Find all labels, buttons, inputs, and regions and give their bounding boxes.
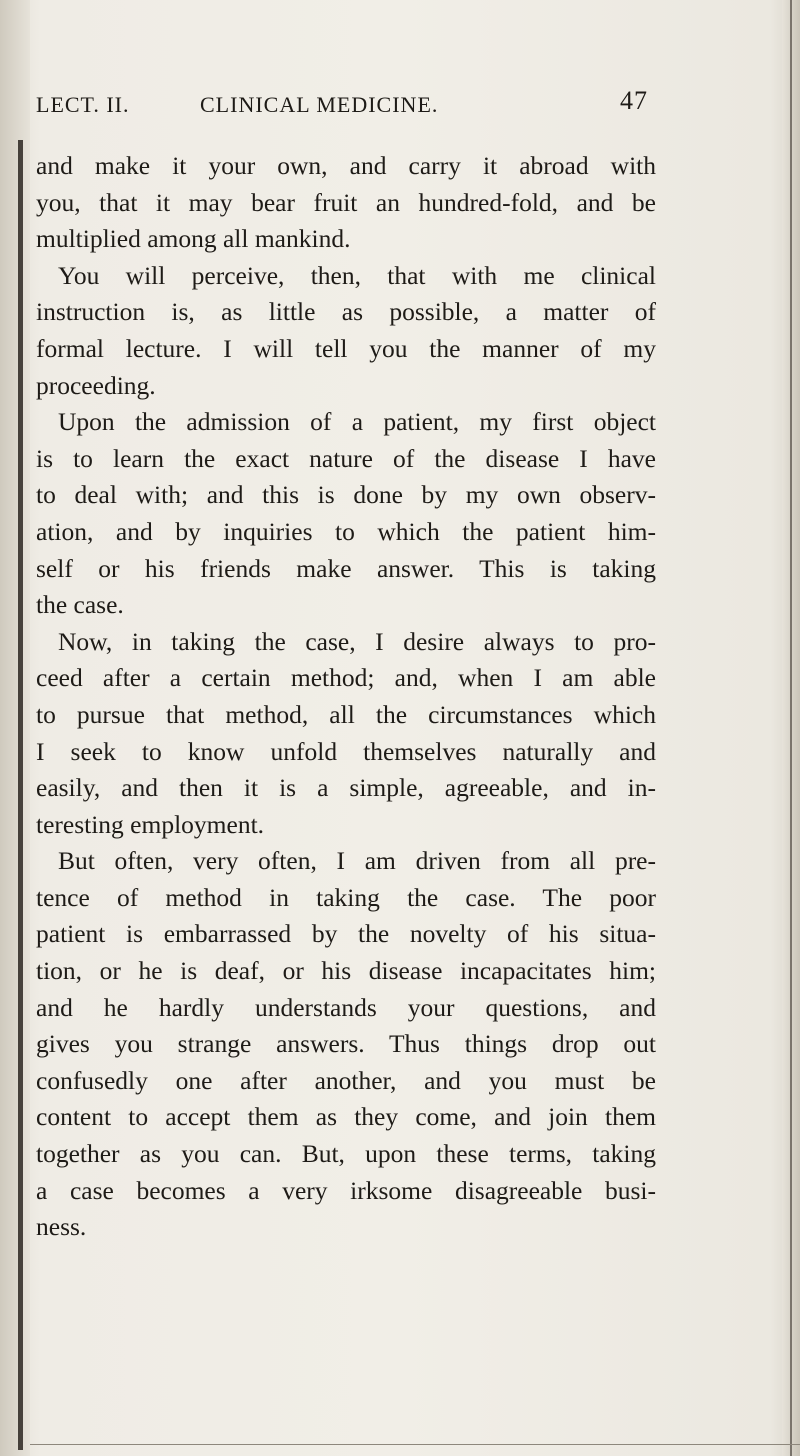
text-line: But often, very often, I am driven from all pre- bbox=[58, 846, 656, 876]
text-line: to deal with; and this is done by my own observ- bbox=[36, 480, 656, 510]
text-line: proceeding. bbox=[36, 370, 156, 400]
text-line: together as you can. But, upon these terms, taking bbox=[36, 1139, 656, 1169]
text-line: tion, or he is deaf, or his disease incapacitates him; bbox=[36, 956, 656, 986]
text-line: I seek to know unfold themselves naturally and bbox=[36, 736, 656, 766]
paragraph bbox=[36, 624, 656, 844]
text-line: gives you strange answers. Thus things drop out bbox=[36, 1029, 656, 1059]
text-line: content to accept them as they come, and join them bbox=[36, 1102, 656, 1132]
text-line: you, that it may bear fruit an hundred-fold, and be bbox=[36, 187, 656, 217]
text-line: Now, in taking the case, I desire always to pro- bbox=[58, 626, 656, 656]
text-line: formal lecture. I will tell you the manner of my bbox=[36, 333, 656, 363]
binding-edge bbox=[18, 140, 23, 1450]
text-line: and he hardly understands your questions, and bbox=[36, 992, 656, 1022]
paragraph bbox=[36, 148, 656, 258]
body-text bbox=[36, 148, 656, 1246]
text-line: easily, and then it is a simple, agreeable, and in- bbox=[36, 773, 656, 803]
text-line: self or his friends make answer. This is taking bbox=[36, 553, 656, 583]
left-gutter bbox=[0, 0, 30, 1456]
text-line: ation, and by inquiries to which the patient him- bbox=[36, 516, 656, 546]
paragraph bbox=[36, 843, 656, 1246]
section-label: LECT. II. bbox=[36, 92, 130, 117]
text-line: ness. bbox=[36, 1212, 87, 1242]
text-line: You will perceive, then, that with me clinical bbox=[58, 260, 656, 290]
text-line: instruction is, as little as possible, a matter of bbox=[36, 297, 656, 327]
running-header bbox=[36, 86, 656, 132]
text-line: tence of method in taking the case. The poor bbox=[36, 882, 656, 912]
text-line: confusedly one after another, and you must be bbox=[36, 1065, 656, 1095]
text-line: is to learn the exact nature of the disease I have bbox=[36, 443, 656, 473]
paragraph bbox=[36, 258, 656, 404]
text-line: multiplied among all mankind. bbox=[36, 224, 351, 254]
paragraph bbox=[36, 404, 656, 624]
text-line: a case becomes a very irksome disagreeable busi- bbox=[36, 1175, 656, 1205]
text-line: ceed after a certain method; and, when I am able bbox=[36, 663, 656, 693]
text-line: patient is embarrassed by the novelty of his situa- bbox=[36, 919, 656, 949]
text-line: Upon the admission of a patient, my first object bbox=[58, 407, 656, 437]
page-number: 47 bbox=[620, 86, 648, 115]
text-line: teresting employment. bbox=[36, 809, 265, 839]
bottom-edge-line bbox=[30, 1444, 800, 1445]
text-line: and make it your own, and carry it abroad with bbox=[36, 151, 656, 180]
text-line: to pursue that method, all the circumstances which bbox=[36, 699, 656, 729]
right-edge-line bbox=[790, 0, 792, 1456]
text-line: the case. bbox=[36, 590, 124, 620]
running-title: CLINICAL MEDICINE. bbox=[200, 92, 439, 117]
